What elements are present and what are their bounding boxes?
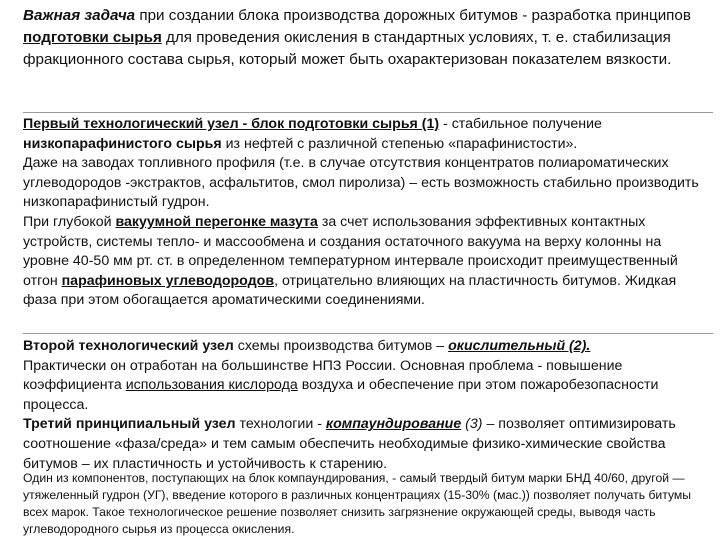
term-feed-preparation: подготовки сырья [23, 29, 162, 46]
text-segment: для проведения окисления в стандартных условиях, т. е. стабилизация фракционного состава сырья, который может быть охарактеризован показателем вязкости. [23, 29, 672, 68]
term-compounding: компаундирование [325, 416, 462, 433]
divider [23, 112, 713, 113]
text-segment: – позволяет оптимизировать соотношение «фаза/среда» и тем самым обеспечить необходимые физико-химические свойства битумов – их пластичность и устойчивость к старению. [23, 416, 676, 472]
heading-first-unit: Первый технологический узел - блок подготовки сырья (1) [23, 116, 440, 132]
term-low-paraffin-feed: низкопарафинистого сырья [23, 135, 222, 152]
paragraph-task [23, 5, 703, 71]
term-vacuum-distillation: вакуумной перегонке мазута [115, 213, 318, 230]
paragraph-components [23, 470, 703, 538]
term-oxidation: окислительный (2). [448, 338, 591, 354]
text-segment: при создании блока производства дорожных битумов - разработка принципов [135, 7, 691, 24]
paragraph-first-unit [23, 115, 703, 311]
text-segment: схемы производства битумов – [233, 338, 449, 354]
paragraph-second-third-unit [23, 337, 703, 474]
text-segment: технологии - [235, 416, 326, 433]
text-segment: Даже на заводах топливного профиля (т.е. в случае отсутствия концентратов полиароматических углеводородов -экстрактов, асфальтитов, смол пиролиза) – есть возможность стабильно производить низкопарафинистый гудрон. [23, 155, 699, 211]
term-oxygen-use: использования кислорода [125, 377, 298, 394]
text-segment: за счет использования эффективных контактных устройств, системы тепло- и массообмена и создания остаточного вакуума на верху колонны на уровне 40-50 мм рт. ст. в определенном температурном интервале происходит преимущественный отгон [23, 213, 678, 289]
text-segment: - стабильное получение [439, 116, 602, 132]
divider [23, 333, 713, 334]
text-segment: из нефтей с различной степенью «парафинистости». [221, 135, 578, 152]
heading-second-unit: Второй технологический узел [23, 338, 234, 354]
heading-third-unit: Третий принципиальный узел [23, 416, 236, 433]
text-segment: При глубокой [23, 213, 116, 230]
term-paraffin-hydrocarbons: парафиновых углеводородов [61, 272, 275, 289]
phrase-important-task: Важная задача [23, 7, 136, 24]
text-segment: Практически он отработан на большинстве НПЗ России. Основная проблема - повышение коэффициента [23, 357, 623, 394]
text-segment: воздуха и обеспечение при этом пожаробезопасности процесса. [23, 377, 659, 413]
unit-number: (3) [461, 416, 483, 433]
text-segment: Один из компонентов, поступающих на блок компаундирования, - самый твердый битум марки БНД 40/60, другой — утяжеленный гудрон (УГ), введение которого в различных концентрациях (15-30% (мас.)) позволяет получать битумы всех марок. Такое технологическое решение позволяет снизить загрязнение окружающей среды, выводя часть углеводородного сырья из процесса окисления. [23, 471, 692, 536]
text-segment: , отрицательно влияющих на пластичность битумов. Жидкая фаза при этом обогащается ароматическими соединениями. [23, 272, 677, 309]
